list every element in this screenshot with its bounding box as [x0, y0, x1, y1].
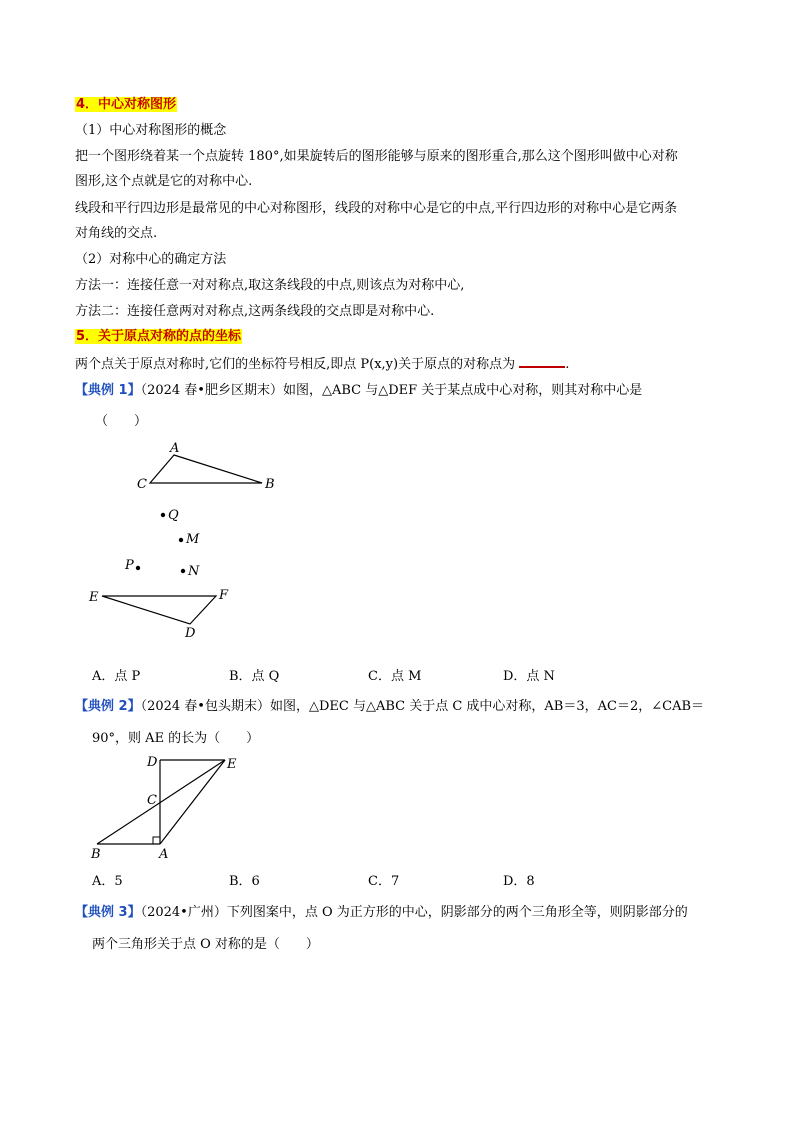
example-1-bracket: （ ） [95, 414, 148, 429]
label-b: B [265, 477, 275, 492]
example-3-question-line-2: 两个三角形关于点 O 对称的是（ ） [92, 937, 319, 952]
concept-paragraph-line-2: 图形,这个点就是它的对称中心. [75, 174, 253, 189]
label-e: E [227, 757, 237, 772]
label-n: N [188, 564, 200, 579]
label-d: D [147, 755, 158, 770]
example-paragraph-line-2: 对角线的交点. [75, 226, 158, 241]
example-3-tag: 【典例 3】 [75, 905, 141, 920]
label-a: A [159, 847, 169, 862]
label-a: A [170, 441, 180, 456]
example-3-question: 【典例 3】（2024•广州）下列图案中，点 O 为正方形的中心，阴影部分的两个三角形全等，则阴影部分的 [75, 905, 688, 920]
section-5-heading: 5．关于原点对称的点的坐标 [76, 329, 242, 344]
example-1-option-d: D．点 N [503, 669, 555, 684]
example-2-option-a: A．5 [92, 874, 123, 889]
method-subheading: （2）对称中心的确定方法 [75, 252, 227, 267]
example-1-option-b: B．点 Q [229, 669, 280, 684]
example-1-option-a: A．点 P [92, 669, 141, 684]
example-2-option-b: B．6 [229, 874, 260, 889]
label-m: M [186, 532, 200, 547]
label-b: B [91, 847, 101, 862]
label-e: E [89, 590, 99, 605]
example-2-option-d: D．8 [503, 874, 535, 889]
label-f: F [219, 588, 229, 603]
label-q: Q [168, 508, 179, 523]
label-c: C [137, 477, 147, 492]
concept-paragraph-line-1: 把一个图形绕着某一个点旋转 180°,如果旋转后的图形能够与原来的图形重合,那么这个图形叫做中心对称 [75, 149, 678, 164]
origin-symmetry-text: 两个点关于原点对称时,它们的坐标符号相反,即点 P(x,y)关于原点的对称点为 . [75, 354, 569, 374]
example-2-tag: 【典例 2】 [75, 699, 141, 714]
section-4-heading: 4．中心对称图形 [76, 97, 177, 112]
method-one: 方法一：连接任意一对对称点,取这条线段的中点,则该点为对称中心, [75, 278, 465, 293]
concept-subheading: （1）中心对称图形的概念 [75, 123, 227, 138]
right-angle-mark [153, 837, 160, 844]
example-1-question: 【典例 1】（2024 春•肥乡区期末）如图，△ABC 与△DEF 关于某点成中心对称，则其对称中心是 [75, 383, 643, 398]
example-2-question: 【典例 2】（2024 春•包头期末）如图，△DEC 与△ABC 关于点 C 成中心对称，AB＝3，AC＝2，∠CAB＝ [75, 699, 705, 714]
example-1-option-c: C．点 M [368, 669, 422, 684]
example-2-option-c: C．7 [368, 874, 400, 889]
label-d: D [185, 626, 196, 641]
label-c: C [147, 793, 157, 808]
method-two: 方法二：连接任意两对对称点,这两条线段的交点即是对称中心. [75, 304, 435, 319]
label-p: P [125, 558, 134, 573]
example-1-tag: 【典例 1】 [75, 383, 141, 398]
example-paragraph-line-1: 线段和平行四边形是最常见的中心对称图形，线段的对称中心是它的中点,平行四边形的对称中心是它两条 [75, 201, 678, 216]
example-2-question-line-2: 90°，则 AE 的长为（ ） [92, 731, 260, 746]
